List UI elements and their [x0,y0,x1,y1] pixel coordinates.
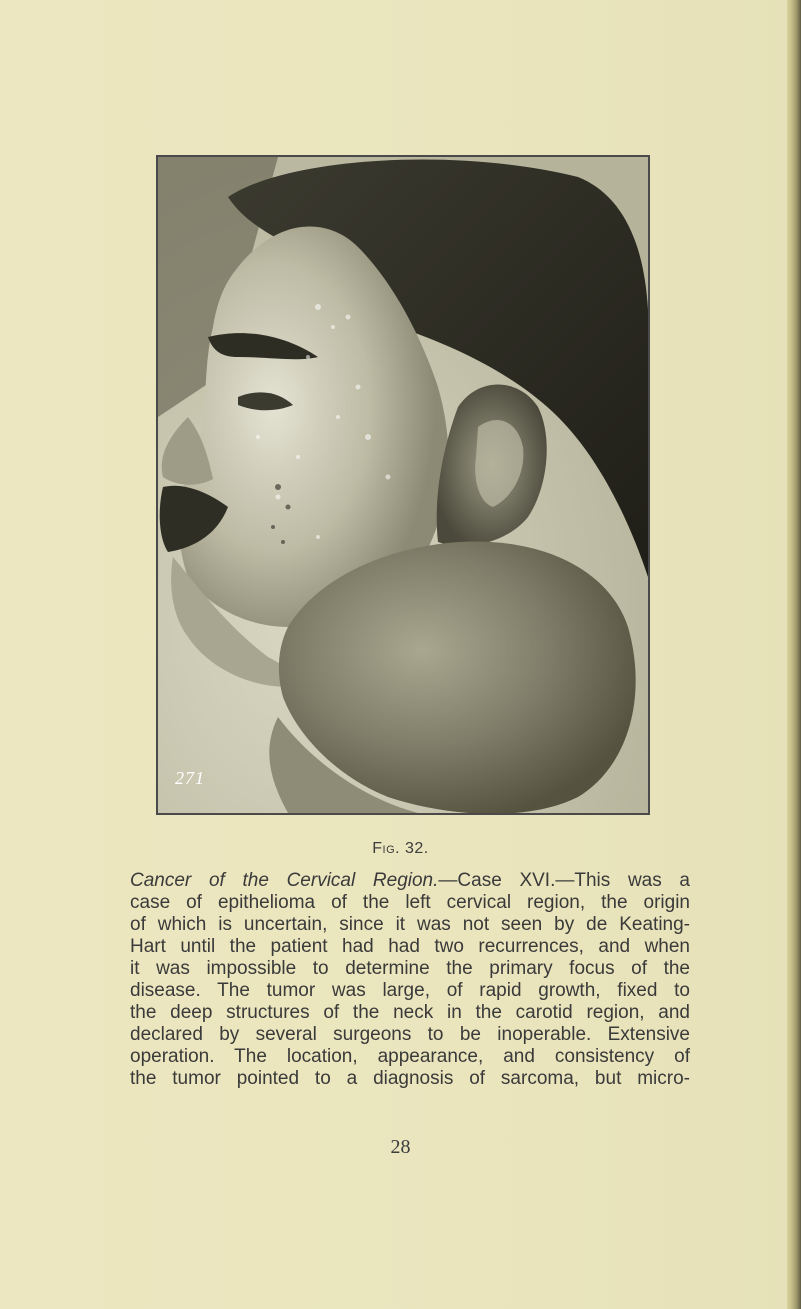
plate-mark: 271 [175,768,205,788]
caption-title: Cancer of the Cervical Region. [130,870,439,891]
caption-line-10: the tumor pointed to a diagnosis of sarcoma, but micro- [130,1068,690,1089]
caption-line-1-rest: —Case XVI.—This was a [438,870,690,891]
page-number: 28 [390,1136,411,1158]
caption-paragraph [130,870,690,1090]
figure-label [0,840,801,858]
caption-line-7: the deep structures of the neck in the carotid region, and [130,1002,690,1023]
caption-line-1 [130,870,690,892]
caption-line-8: declared by several surgeons to be inoperable. Extensive [130,1024,690,1045]
caption-line-6: disease. The tumor was large, of rapid growth, fixed to [130,980,690,1001]
figure-label-text: Fig. 32. [372,840,429,857]
caption-line-9: operation. The location, appearance, and consistency of [130,1046,690,1067]
portrait-photograph-icon [158,157,648,813]
caption-line-5: it was impossible to determine the primary focus of the [130,958,690,979]
figure-plate [156,155,650,815]
caption-line-2: case of epithelioma of the left cervical region, the origin [130,892,690,913]
caption-line-3: of which is uncertain, since it was not seen by de Keating- [130,914,690,935]
caption-line-4: Hart until the patient had had two recurrences, and when [130,936,690,957]
page-edge [787,0,801,1309]
